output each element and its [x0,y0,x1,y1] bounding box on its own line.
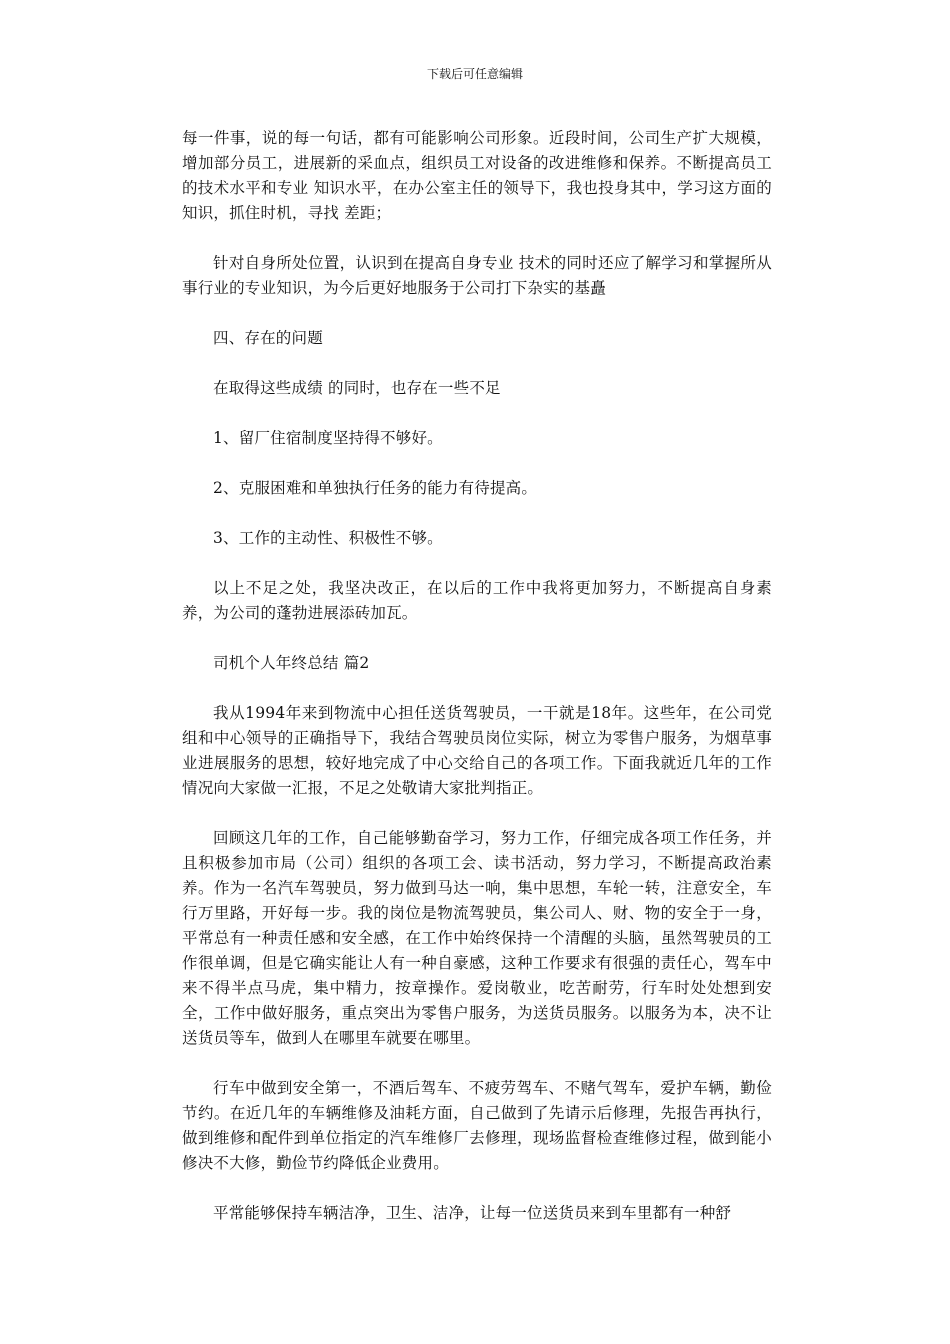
paragraph: 在取得这些成绩 的同时，也存在一些不足 [213,379,501,397]
paragraph: 平常能够保持车辆洁净，卫生、洁净，让每一位送货员来到车里都有一种舒 [213,1204,732,1222]
paragraph: 行车中做到安全第一，不酒后驾车、不疲劳驾车、不赌气驾车，爱护车辆，勤俭节约。在近几年的车辆维修及油耗方面，自己做到了先请示后修理，先报告再执行，做到维修和配件到单位指定的汽车维修厂去修理，现场监督检查维修过程，做到能小修决不大修，勤俭节约降低企业费用。 [182,1079,772,1172]
paragraph: 以上不足之处，我坚决改正，在以后的工作中我将更加努力，不断提高自身素养，为公司的蓬勃进展添砖加瓦。 [182,579,772,622]
document-body [182,126,772,1251]
paragraph: 我从1994年来到物流中心担任送货驾驶员，一干就是18年。这些年，在公司党组和中心领导的正确指导下，我结合驾驶员岗位实际，树立为零售户服务，为烟草事业进展服务的思想，较好地完成了中心交给自己的各项工作。下面我就近几年的工作情况向大家做一汇报，不足之处敬请大家批判指正。 [182,704,772,797]
list-item: 2、克服困难和单独执行任务的能力有待提高。 [213,479,538,497]
page-header-note: 下载后可任意编辑 [426,67,523,81]
list-item: 1、留厂住宿制度坚持得不够好。 [213,429,443,447]
list-item: 3、工作的主动性、积极性不够。 [213,529,443,547]
section-heading: 四、存在的问题 [213,329,323,347]
paragraph: 针对自身所处位置，认识到在提高自身专业 技术的同时还应了解学习和掌握所从事行业的专业知识，为今后更好地服务于公司打下杂实的基矗 [182,254,772,297]
paragraph: 回顾这几年的工作，自己能够勤奋学习，努力工作，仔细完成各项工作任务，并且积极参加市局（公司）组织的各项工会、读书活动，努力学习，不断提高政治素养。作为一名汽车驾驶员，努力做到马达一响，集中思想，车轮一转，注意安全，车行万里路，开好每一步。我的岗位是物流驾驶员，集公司人、财、物的安全于一身，平常总有一种责任感和安全感，在工作中始终保持一个清醒的头脑，虽然驾驶员的工作很单调，但是它确实能让人有一种自豪感，这种工作要求有很强的责任心，驾车中来不得半点马虎，集中精力，按章操作。爱岗敬业，吃苦耐劳，行车时处处想到安全，工作中做好服务，重点突出为零售户服务，为送货员服务。以服务为本，决不让送货员等车，做到人在哪里车就要在哪里。 [182,829,772,1047]
paragraph-continuation: 每一件事，说的每一句话，都有可能影响公司形象。近段时间，公司生产扩大规模，增加部分员工，进展新的采血点，组织员工对设备的改进维修和保养。不断提高员工的技术水平和专业 知识水平，在办公室主任的领导下，我也投身其中，学习这方面的知识，抓住时机，寻找 差距； [182,129,772,222]
section-title: 司机个人年终总结 篇2 [213,654,370,672]
